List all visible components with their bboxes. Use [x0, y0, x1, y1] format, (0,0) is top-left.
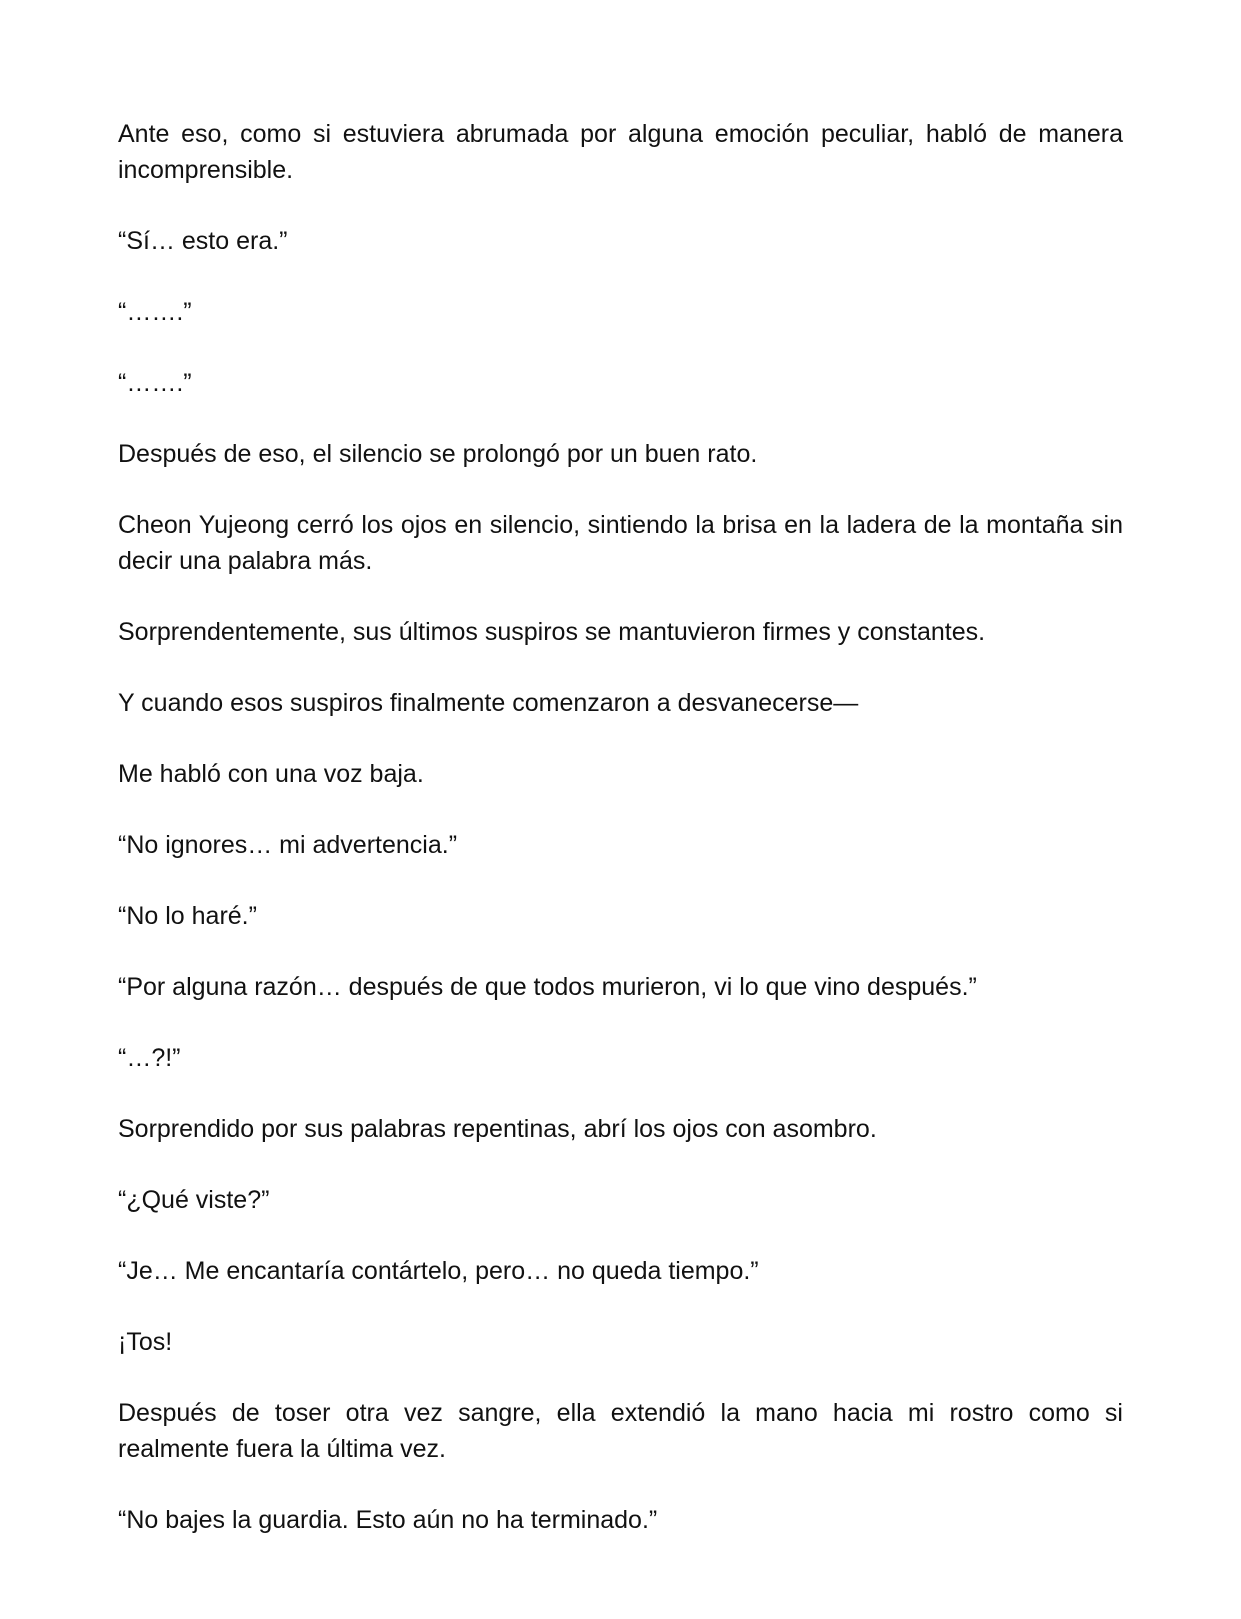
dialogue-line: “…….”	[118, 369, 192, 397]
dialogue-line: “Sí… esto era.”	[118, 227, 288, 255]
paragraph: Después de toser otra vez sangre, ella extendió la mano hacia mi rostro como si realmente fuera la última vez.	[118, 1399, 1123, 1463]
dialogue-line: “No bajes la guardia. Esto aún no ha terminado.”	[118, 1506, 658, 1534]
paragraph: Después de eso, el silencio se prolongó por un buen rato.	[118, 440, 758, 468]
dialogue-line: “…….”	[118, 298, 192, 326]
dialogue-line: “¿Qué viste?”	[118, 1186, 270, 1214]
dialogue-line: “…?!”	[118, 1044, 181, 1072]
dialogue-line: “Je… Me encantaría contártelo, pero… no queda tiempo.”	[118, 1257, 759, 1285]
paragraph: ¡Tos!	[118, 1328, 173, 1356]
paragraph: Sorprendentemente, sus últimos suspiros se mantuvieron firmes y constantes.	[118, 618, 986, 646]
document-body	[118, 116, 1123, 1573]
paragraph: Cheon Yujeong cerró los ojos en silencio, sintiendo la brisa en la ladera de la montaña sin decir una palabra más.	[118, 511, 1123, 575]
dialogue-line: “No ignores… mi advertencia.”	[118, 831, 458, 859]
paragraph: Ante eso, como si estuviera abrumada por alguna emoción peculiar, habló de manera incomprensible.	[118, 120, 1123, 184]
paragraph: Me habló con una voz baja.	[118, 760, 424, 788]
paragraph: Y cuando esos suspiros finalmente comenzaron a desvanecerse—	[118, 689, 859, 717]
dialogue-line: “Por alguna razón… después de que todos murieron, vi lo que vino después.”	[118, 973, 977, 1001]
paragraph: Sorprendido por sus palabras repentinas, abrí los ojos con asombro.	[118, 1115, 877, 1143]
dialogue-line: “No lo haré.”	[118, 902, 257, 930]
